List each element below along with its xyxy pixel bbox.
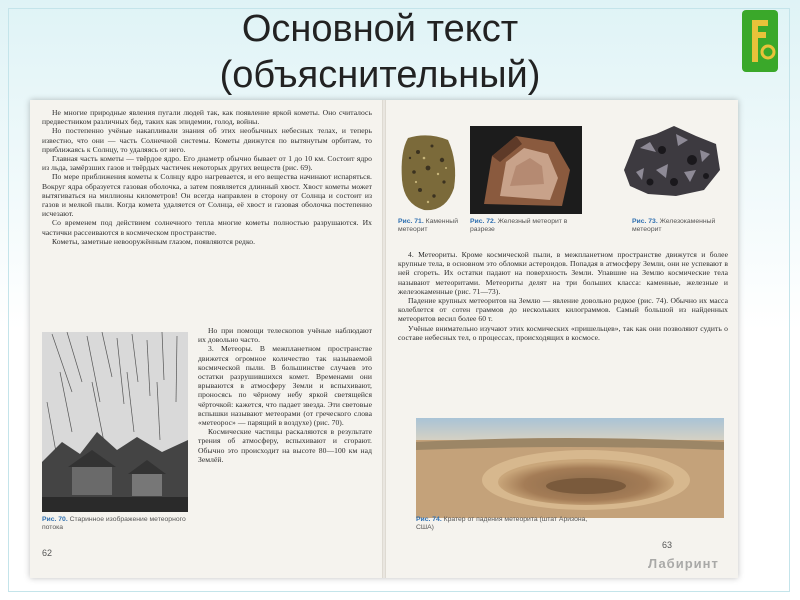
slide-title-line2: (объяснительный) xyxy=(219,54,541,96)
fig70-text: Старинное изображение метеорного потока xyxy=(42,516,186,531)
fig72-label: Рис. 72. xyxy=(470,218,496,225)
left-main-text xyxy=(42,108,372,246)
fig73-caption xyxy=(632,218,732,234)
fig71-label: Рис. 71. xyxy=(398,218,424,225)
left-page-number: 62 xyxy=(42,548,53,558)
left-side-text xyxy=(198,326,372,464)
fig73-text: Железокаменный метеорит xyxy=(632,218,716,233)
slide-title xyxy=(0,6,760,98)
right-paragraph: 4. Метеориты. Кроме космической пыли, в межпланетном пространстве движутся и более крупные тела, в основном это обломки астероидов. Попадая в атмосферу Земли, они не успевают в ней сгореть. Их остатки падают на поверхность Земли. Упавшие на Землю космические тела называют метеоритами. Метеориты делят на три больших класса: каменные, железные и железокаменные (рис. 71—73). xyxy=(398,250,728,296)
fig73-image xyxy=(616,120,726,210)
fig74-caption xyxy=(416,516,596,532)
fig71-text: Каменный метеорит xyxy=(398,218,458,233)
left-side-paragraph: Но при помощи телескопов учёные наблюдают их довольно часто. xyxy=(198,326,372,345)
right-page xyxy=(386,100,738,578)
fig74-image xyxy=(416,418,724,518)
left-paragraph: Кометы, заметные невооружённым глазом, появляются редко. xyxy=(52,236,256,246)
left-paragraph: Со временем под действием солнечного тепла многие кометы полностью разрушаются. Их частички рассеиваются в космическом пространстве. xyxy=(42,218,372,237)
textbook-spread xyxy=(30,100,738,578)
fig74-label: Рис. 74. xyxy=(416,516,442,523)
slide-title-line1: Основной текст xyxy=(241,8,519,50)
fig72-image xyxy=(470,126,582,214)
publisher-watermark: Лабиринт xyxy=(648,556,719,571)
fig72-caption xyxy=(470,218,582,234)
fig72-text: Железный метеорит в разрезе xyxy=(470,218,568,233)
left-side-paragraph: Космические частицы раскаляются в результате трения об атмосферу, вспыхивают и сгорают. Обычно это происходит на высоте 80—100 км над Землёй. xyxy=(198,427,372,464)
left-paragraph: Не многие природные явления пугали людей так, как появление яркой кометы. Оно считалось предвестником различных бед, таких как эпидемии, голод, войны. xyxy=(42,108,372,127)
fig70-label: Рис. 70. xyxy=(42,516,68,523)
fig73-label: Рис. 73. xyxy=(632,218,658,225)
publisher-logo-icon xyxy=(740,6,780,76)
left-paragraph: По мере приближения кометы к Солнцу ядро нагревается, и его вещества начинают испаряться. Вокруг ядра образуется газовая оболочка, а затем появляется длинный хвост. Хвост кометы может вытягиваться на миллионы километров! Он всегда направлен в сторону от Солнца и состоит из газов и мелкой пыли. Когда комета удаляется от Солнца, её хвост и газовая оболочка постепенно исчезают. xyxy=(42,172,372,219)
left-page xyxy=(30,100,382,578)
fig70-caption xyxy=(42,516,188,532)
fig70-image xyxy=(42,332,188,512)
right-main-text xyxy=(398,250,728,342)
fig74-text: Кратер от падения метеорита (штат Аризона, США) xyxy=(416,516,588,531)
right-page-number: 63 xyxy=(662,540,673,550)
fig71-caption xyxy=(398,218,464,234)
fig71-image xyxy=(398,132,460,214)
right-paragraph: Падение крупных метеоритов на Землю — явление довольно редкое (рис. 74). Обычно их масса колеблется от сотен граммов до нескольких килограммов. Самый большой из найденных метеоритов весил более 60 т. xyxy=(398,296,728,324)
left-side-paragraph: 3. Метеоры. В межпланетном пространстве движется огромное количество так называемой космической пыли. В большинстве случаев это остатки разрушившихся комет. Временами они врываются в атмосферу Земли и вспыхивают, проносясь по чёрному небу яркой светящейся чёрточкой: кажется, что падает звезда. Эти световые вспышки называют метеорами (от греческого слова «метеорос» — парящий в воздухе) (рис. 70). xyxy=(198,344,372,428)
left-paragraph: Но постепенно учёные накапливали знания об этих необычных небесных телах, и теперь известно, что они — часть Солнечной системы. Кометы движутся по вытянутым орбитам, то приближаясь к Солнцу, то удаляясь от него. xyxy=(42,126,372,154)
left-paragraph: Главная часть кометы — твёрдое ядро. Его диаметр обычно бывает от 1 до 10 км. Состоит ядро из льда, замёрзших газов и твёрдых частичек некоторых других веществ (рис. 69). xyxy=(42,154,372,173)
right-paragraph: Учёные внимательно изучают этих космических «пришельцев», так как они позволяют судить о составе небесных тел, о процессах, происходящих в космосе. xyxy=(398,323,728,342)
